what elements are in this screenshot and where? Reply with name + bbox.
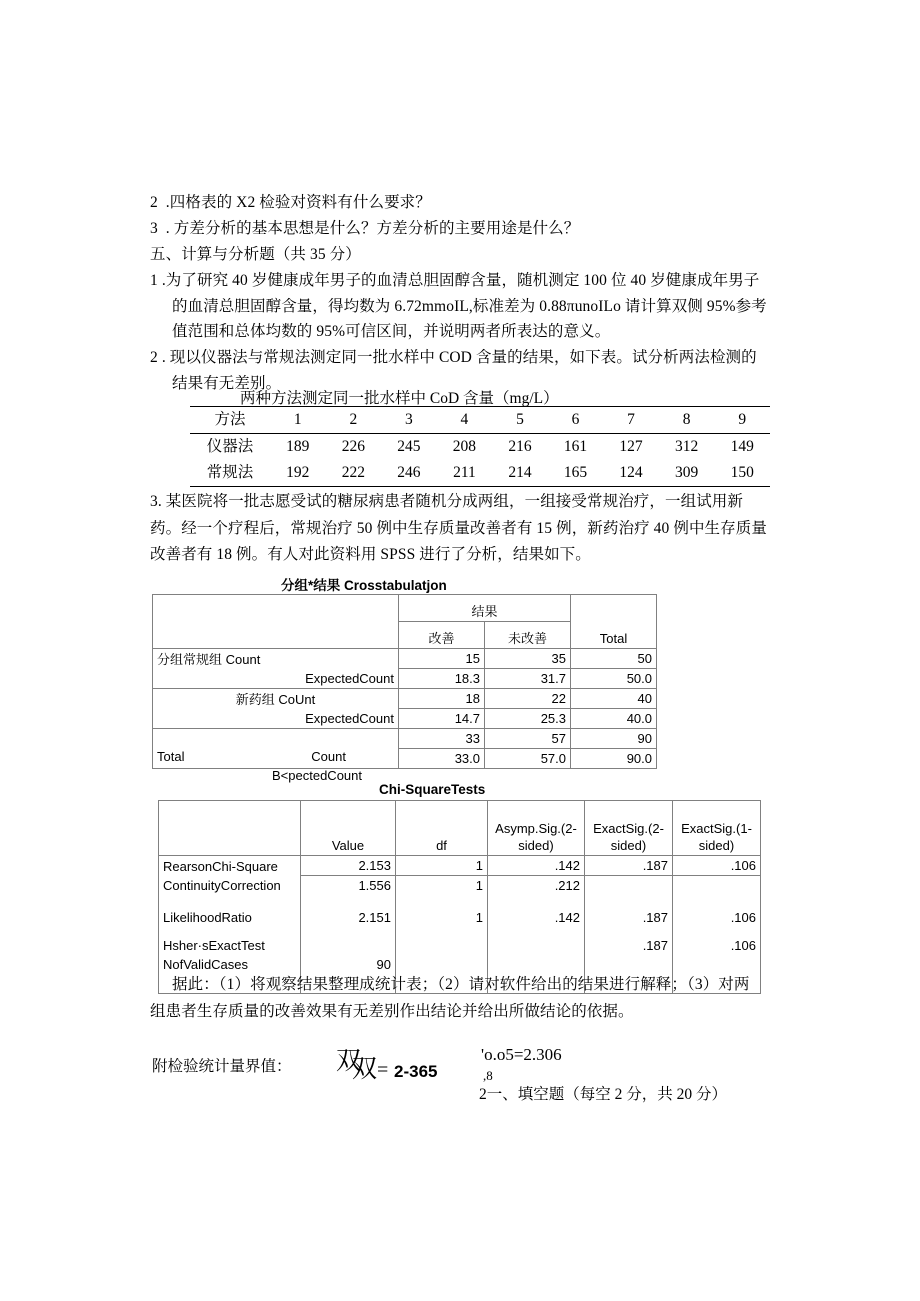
chisquare-header-exact-sig-1: ExactSig.(1-sided) xyxy=(673,801,761,856)
cod-row-0-value-0: 189 xyxy=(270,434,326,461)
cod-header-3: 3 xyxy=(381,407,437,434)
footer-subscript-fragment: ,8 xyxy=(483,1068,493,1083)
crosstab-row-3-label: ExpectedCount xyxy=(153,709,399,729)
chisquare-row-2-exact1: .106 xyxy=(673,895,761,927)
crosstab-row-5-label-right: B<pectedCount xyxy=(272,768,362,783)
chisquare-row-0-value: 2.153 xyxy=(301,856,396,876)
crosstab-row-5-label-cell xyxy=(153,749,399,783)
conclusion-line-1: 据此：（1）将观察结果整理成统计表；（2）请对软件给出的结果进行解释；（3）对两 xyxy=(172,976,750,993)
table-row xyxy=(153,709,657,729)
cod-row-1-value-2: 246 xyxy=(381,460,437,487)
crosstab-row-2-improved: 18 xyxy=(399,689,485,709)
cod-row-1-value-6: 124 xyxy=(603,460,659,487)
garbled-equals-sign: = xyxy=(377,1059,389,1081)
cod-row-0-value-4: 216 xyxy=(492,434,548,461)
chisquare-title: Chi-SquareTests xyxy=(379,782,486,797)
chisquare-row-0-exact2: .187 xyxy=(585,856,673,876)
section-heading-five xyxy=(150,242,790,268)
next-section-heading: 2一、填空题（每空 2 分，共 20 分） xyxy=(479,1086,728,1103)
crosstab-row-0-total: 50 xyxy=(571,649,657,669)
crosstab-table xyxy=(152,594,657,783)
cod-row-0-value-1: 226 xyxy=(326,434,382,461)
cod-header-1: 1 xyxy=(270,407,326,434)
chisquare-row-2-asymp: .142 xyxy=(488,895,585,927)
crosstab-row-4-label-cell xyxy=(153,729,399,764)
crosstab-row-4-label-left: Total xyxy=(157,748,185,764)
critical-value-005: 'o.o5=2.306 xyxy=(481,1045,562,1064)
crosstab-corner-cell xyxy=(153,595,399,649)
crosstab-row-0-not-improved: 35 xyxy=(485,649,571,669)
chisquare-row-3-asymp xyxy=(488,927,585,955)
question-3 xyxy=(150,216,790,242)
cod-row-1-value-4: 214 xyxy=(492,460,548,487)
cod-row-1-value-8: 150 xyxy=(714,460,770,487)
table-row xyxy=(153,649,657,669)
cod-row-0-value-6: 127 xyxy=(603,434,659,461)
table-row xyxy=(190,434,770,461)
crosstab-row-2-not-improved: 22 xyxy=(485,689,571,709)
cod-row-0-value-8: 149 xyxy=(714,434,770,461)
cod-header-6: 6 xyxy=(548,407,604,434)
crosstab-title: 分组*结果 Crosstabulatjon xyxy=(281,578,447,593)
table-row xyxy=(153,689,657,709)
chisquare-row-0-exact1: .106 xyxy=(673,856,761,876)
calc-question-1 xyxy=(150,268,794,345)
cod-row-1-value-1: 222 xyxy=(326,460,382,487)
chisquare-header-asymp-sig: Asymp.Sig.(2-sided) xyxy=(488,801,585,856)
crosstab-header-improved: 改善 xyxy=(399,622,485,649)
crosstab-row-5-improved: 33.0 xyxy=(399,749,485,769)
chisquare-row-2-df: 1 xyxy=(396,895,488,927)
critical-value-label: 附检验统计量界值： xyxy=(152,1058,292,1075)
chisquare-row-3-df xyxy=(396,927,488,955)
calc-question-2-line-1: 2 . 现以仪器法与常规法测定同一批水样中 COD 含量的结果，如下表。试分析两法检测的 xyxy=(150,349,757,366)
cod-row-0-value-3: 208 xyxy=(437,434,493,461)
cod-measurement-table xyxy=(190,406,770,487)
cod-header-8: 8 xyxy=(659,407,715,434)
cod-row-1-value-0: 192 xyxy=(270,460,326,487)
chisquare-row-3-exact1: .106 xyxy=(673,927,761,955)
chisquare-row-0-label: RearsonChi-Square xyxy=(159,856,301,876)
question-3-text: 3 . 方差分析的基本思想是什么？方差分析的主要用途是什么？ xyxy=(150,220,580,237)
cod-header-2: 2 xyxy=(326,407,382,434)
crosstab-row-4-not-improved: 57 xyxy=(485,729,571,749)
crosstab-row-1-improved: 18.3 xyxy=(399,669,485,689)
crosstab-row-3-total: 40.0 xyxy=(571,709,657,729)
crosstab-row-5-total: 90.0 xyxy=(571,749,657,769)
calc-question-3-line-3: 改善者有 18 例。有人对此资料用 SPSS 进行了分析，结果如下。 xyxy=(150,546,591,563)
chisquare-table xyxy=(158,800,761,994)
cod-row-1-value-7: 309 xyxy=(659,460,715,487)
question-2 xyxy=(150,190,790,216)
table-row xyxy=(159,876,761,896)
chisquare-row-0-asymp: .142 xyxy=(488,856,585,876)
crosstab-row-4-label-right: Count xyxy=(311,748,346,764)
chisquare-header-value: Value xyxy=(301,801,396,856)
cod-header-method: 方法 xyxy=(190,407,270,434)
garbled-glyph-1: 双 xyxy=(336,1048,359,1075)
chisquare-row-1-value: 1.556 xyxy=(301,876,396,896)
calc-question-3 xyxy=(150,489,794,569)
crosstab-header-total: Total xyxy=(571,595,657,649)
cod-row-1-label: 常规法 xyxy=(190,460,270,487)
crosstab-row-1-label: ExpectedCount xyxy=(153,669,399,689)
garbled-formula xyxy=(336,1047,466,1093)
crosstab-row-2-total: 40 xyxy=(571,689,657,709)
cod-row-0-value-5: 161 xyxy=(548,434,604,461)
crosstab-row-3-improved: 14.7 xyxy=(399,709,485,729)
chisquare-row-2-exact2: .187 xyxy=(585,895,673,927)
chisquare-header-row xyxy=(159,801,761,856)
chisquare-row-0-df: 1 xyxy=(396,856,488,876)
conclusion-line-2: 组患者生存质量的改善效果有无差别作出结论并给出所做结论的依据。 xyxy=(150,1003,634,1020)
crosstab-row-2-label: 新药组 CoUnt xyxy=(153,689,399,709)
cod-row-0-value-2: 245 xyxy=(381,434,437,461)
cod-row-1-value-5: 165 xyxy=(548,460,604,487)
garbled-value: 2-365 xyxy=(394,1062,438,1081)
table-row xyxy=(153,729,657,749)
chisquare-header-df: df xyxy=(396,801,488,856)
cod-table-header-row xyxy=(190,407,770,434)
chisquare-row-3-value xyxy=(301,927,396,955)
crosstab-header-not-improved: 未改善 xyxy=(485,622,571,649)
crosstab-row-0-improved: 15 xyxy=(399,649,485,669)
crosstab-header-row-1 xyxy=(153,595,657,622)
cod-row-0-label: 仪器法 xyxy=(190,434,270,461)
question-2-text: 2 .四格表的 X2 检验对资料有什么要求？ xyxy=(150,194,431,211)
conclusion-paragraph xyxy=(150,971,794,1025)
table-row xyxy=(159,856,761,876)
crosstab-row-4-total: 90 xyxy=(571,729,657,749)
cod-header-7: 7 xyxy=(603,407,659,434)
chisquare-row-1-df: 1 xyxy=(396,876,488,896)
chisquare-row-4-label: NofValidCases xyxy=(159,955,301,994)
crosstab-group-header: 结果 xyxy=(399,595,571,622)
table-row xyxy=(153,669,657,689)
table-row xyxy=(153,749,657,769)
calc-question-3-line-2: 药。经一个疗程后，常规治疗 50 例中生存质量改善者有 15 例，新药治疗 40 例中生存质量 xyxy=(150,519,767,537)
cod-header-9: 9 xyxy=(714,407,770,434)
chisquare-row-4-value: 90 xyxy=(301,955,396,994)
garbled-glyph-2: 双 xyxy=(352,1056,378,1083)
crosstab-row-3-not-improved: 25.3 xyxy=(485,709,571,729)
calc-question-3-line-1: 3. 某医院将一批志愿受试的糖尿病患者随机分成两组，一组接受常规治疗，一组试用新 xyxy=(150,493,744,510)
calc-question-2-line-2: 结果有无差别。 xyxy=(172,374,282,392)
crosstab-row-5-not-improved: 57.0 xyxy=(485,749,571,769)
table-row xyxy=(159,895,761,927)
chisquare-header-blank xyxy=(159,801,301,856)
chisquare-row-1-exact1 xyxy=(673,876,761,896)
chisquare-header-exact-sig-2: ExactSig.(2-sided) xyxy=(585,801,673,856)
chisquare-row-1-asymp: .212 xyxy=(488,876,585,896)
calc-question-1-line-2: 的血清总胆固醇含量，得均数为 6.72mmoIL,标准差为 0.88πunoILo 请计算双侧 95%参考 xyxy=(172,297,767,315)
crosstab-row-4-improved: 33 xyxy=(399,729,485,749)
chisquare-row-1-label: ContinuityCorrection xyxy=(159,876,301,896)
chisquare-row-1-exact2 xyxy=(585,876,673,896)
chisquare-row-3-label: Hsher·sExactTest xyxy=(159,927,301,955)
calc-question-1-line-1: 1 .为了研究 40 岁健康成年男子的血清总胆固醇含量，随机测定 100 位 40 岁健康成年男子 xyxy=(150,272,760,289)
crosstab-row-0-label: 分组常规组 Count xyxy=(153,649,399,669)
cod-header-5: 5 xyxy=(492,407,548,434)
chisquare-row-2-label: LikelihoodRatio xyxy=(159,895,301,927)
calc-question-1-line-3: 值范围和总体均数的 95%可信区间，并说明两者所表达的意义。 xyxy=(172,323,611,340)
table-row xyxy=(159,927,761,955)
section-heading-five-text: 五、计算与分析题（共 35 分） xyxy=(150,246,361,263)
table-row xyxy=(190,460,770,487)
crosstab-row-1-not-improved: 31.7 xyxy=(485,669,571,689)
cod-table-caption: 两种方法测定同一批水样中 CoD 含量（mg/L） xyxy=(240,390,559,407)
crosstab-row-1-total: 50.0 xyxy=(571,669,657,689)
chisquare-row-3-exact2: .187 xyxy=(585,927,673,955)
cod-row-1-value-3: 211 xyxy=(437,460,493,487)
cod-header-4: 4 xyxy=(437,407,493,434)
cod-row-0-value-7: 312 xyxy=(659,434,715,461)
chisquare-row-2-value: 2.151 xyxy=(301,895,396,927)
